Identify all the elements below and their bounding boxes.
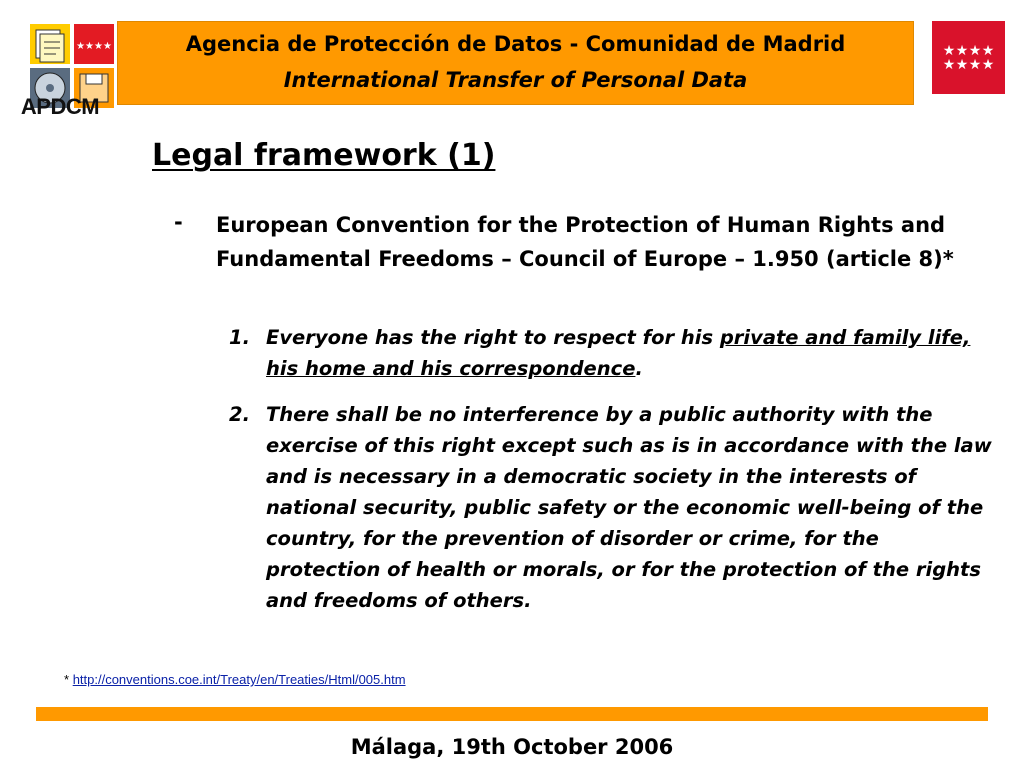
madrid-flag-icon [932, 21, 1005, 94]
header-subtitle: International Transfer of Personal Data [283, 68, 748, 92]
footnote [64, 672, 406, 687]
apdcm-logo [8, 18, 112, 128]
header-bar [117, 21, 914, 105]
svg-text:★: ★ [981, 57, 995, 73]
svg-text:★: ★ [942, 57, 956, 73]
svg-text:★: ★ [968, 57, 982, 73]
item1-text: Everyone has the right to respect for his [266, 326, 720, 349]
list-item-2 [229, 399, 999, 616]
footnote-link[interactable]: http://conventions.coe.int/Treaty/en/Treaties/Html/005.htm [72, 672, 406, 687]
list-item-1 [229, 322, 999, 384]
item2-text: There shall be no interference by a public authority with the exercise of this right except such as is in accordance with the law and is necessary in a democratic society in the interests of national security, public safety or the economic well-being of the country, for the prevention of disorder or crime, for the protection of health or morals, or for the protection of the rights and freedoms of others. [266, 403, 992, 612]
header-title: Agencia de Protección de Datos - Comunidad de Madrid [185, 32, 846, 56]
item1-underlined-text: private and family life, his home and his correspondence [266, 326, 971, 380]
svg-text:★: ★ [955, 57, 969, 73]
logo-text: APDCM [20, 94, 100, 119]
footer-text: Málaga, 19th October 2006 [350, 735, 674, 759]
svg-text:★: ★ [968, 43, 982, 59]
footer-bar [36, 707, 988, 721]
footnote-marker: * [64, 672, 70, 687]
slide-title: Legal framework (1) [152, 138, 496, 173]
list-item-number: 2. [229, 403, 250, 426]
svg-text:★: ★ [955, 43, 969, 59]
list-item-number: 1. [229, 326, 250, 349]
svg-text:★★★★: ★★★★ [76, 41, 112, 52]
bullet-text: European Convention for the Protection of Human Rights and Fundamental Freedoms – Council of Europe – 1.950 (article 8)* [216, 213, 954, 271]
bullet-marker: - [174, 210, 183, 234]
item1-period: . [635, 357, 643, 380]
svg-text:★: ★ [942, 43, 956, 59]
svg-text:★: ★ [981, 43, 995, 59]
